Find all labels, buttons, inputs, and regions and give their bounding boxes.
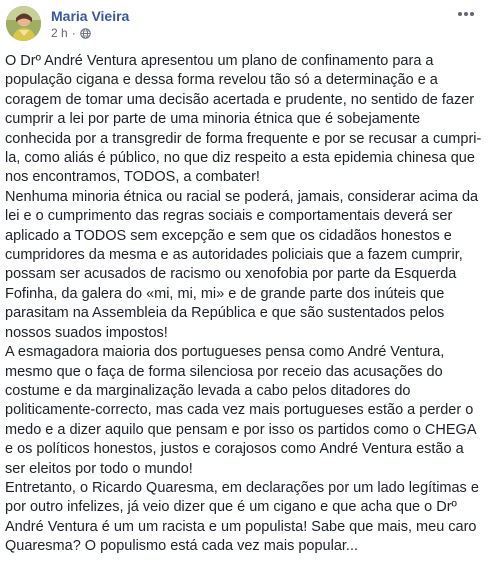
avatar-image [6,6,41,41]
post-timestamp[interactable]: 2 h [51,26,68,40]
author-name[interactable]: Maria Vieira [51,8,130,24]
post-meta [51,26,91,40]
post-header [6,4,482,42]
post-paragraph-4: Entretanto, o Ricardo Quaresma, em declarações por um lado legítimas e por outro infelizes, já veio dizer que é um cigano e que acha que o Drº André Ventura é um um racista e um populista! Sabe que mais, meu caro Quaresma? O populismo está cada vez mais popular... [5,479,479,555]
post-body [5,52,483,557]
meta-separator: · [71,26,76,40]
more-options-icon[interactable] [454,6,478,22]
globe-icon[interactable] [80,28,91,39]
post-paragraph-3: A esmagadora maioria dos portugueses pensa como André Ventura, mesmo que o faça de forma silenciosa por receio das acusações do costume e da marginalização levada a cabo pelos ditadores do politicamente-correcto, mas cada vez mais portugueses estão a perder o medo e a dizer aquilo que pensam e por isso os partidos como o CHEGA e os políticos honestos, justos e corajosos como André Ventura estão a ser eleitos por todo o mundo! [5,344,476,477]
avatar[interactable] [6,6,41,41]
post-paragraph-2: Nenhuma minoria étnica ou racial se poderá, jamais, considerar acima da lei e o cumprimento das regras sociais e comportamentais deverá ser aplicado a TODOS sem excepção e sem que os cidadãos honestos e cumpridores da mesma e as autoridades policiais que a fazem cumprir, possam ser acusados de racismo ou xenofobia por parte da Esquerda Fofinha, da galera do «mi, mi, mi» e de grande parte dos inúteis que parasitam na Assembleia da República e que são sustentados pelos nossos suados impostos! [5,188,479,341]
post-paragraph-1: O Drº André Ventura apresentou um plano de confinamento para a população cigana e dessa forma revelou tão só a determinação e a coragem de tomar uma decisão acertada e prudente, no sentido de fazer cumprir a lei por parte de uma minoria étnica que é sobejamente conhecida por a transgredir de forma frequente e por se recusar a cumpri-la, como aliás é público, no que diz respeito a esta epidemia chinesa que nos encontramos, TODOS, a combater! [5,53,482,186]
